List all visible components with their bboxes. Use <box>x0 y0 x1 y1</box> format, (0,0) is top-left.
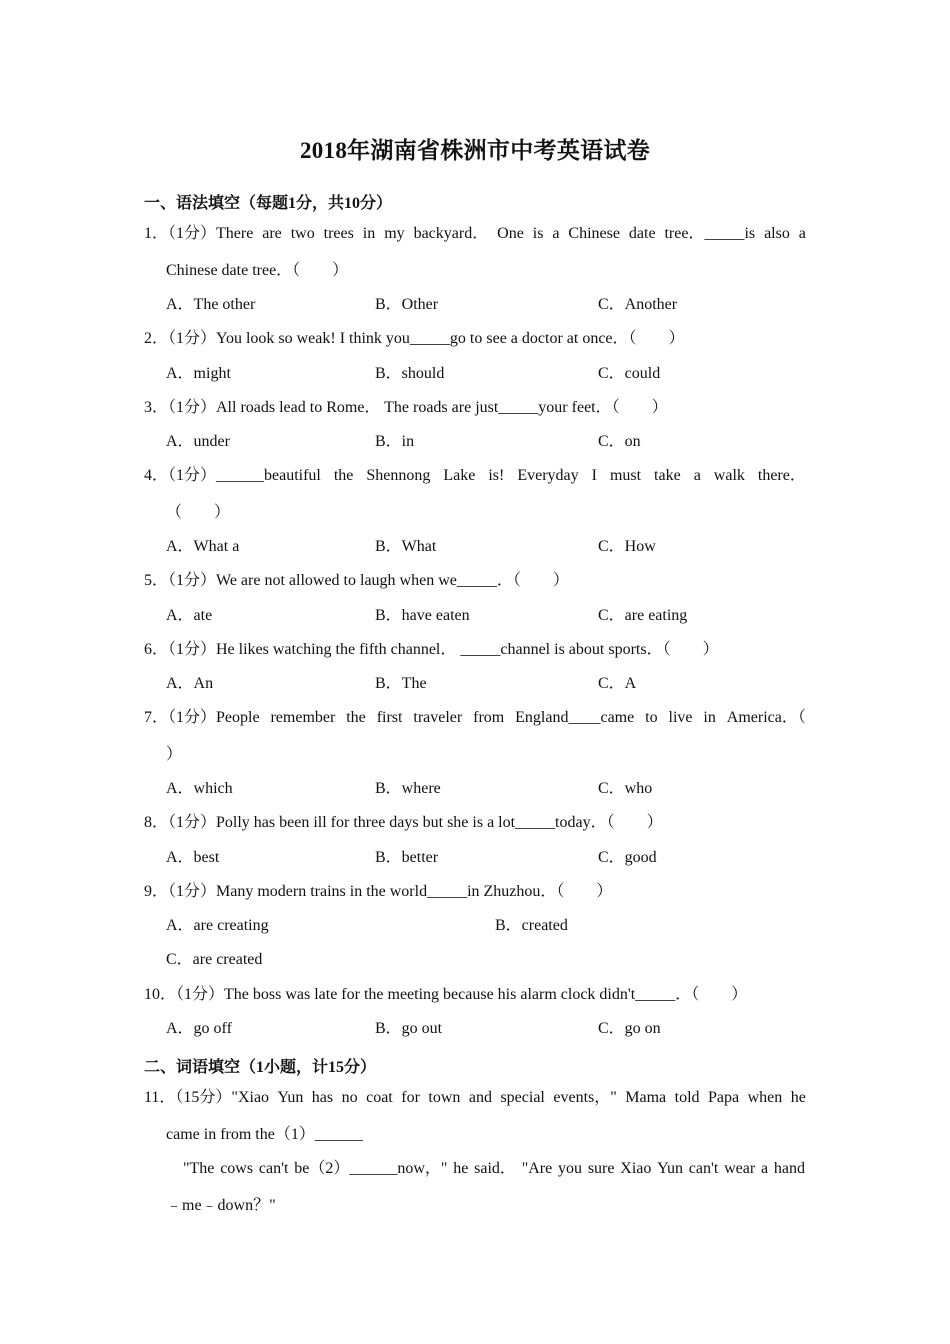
word: cows <box>220 1160 254 1177</box>
question-2-option-b: B．should <box>375 365 445 382</box>
question-2-option-a: A．might <box>166 365 231 382</box>
question-3-option-a: A．under <box>166 433 230 450</box>
word: backyard． <box>413 225 489 242</box>
question-1-line-2: Chinese date tree．（ ） <box>166 262 349 279</box>
word: Yun <box>277 1089 304 1106</box>
word: date <box>628 225 656 242</box>
question-7-option-a: A．which <box>166 780 233 797</box>
word: trees <box>323 225 354 242</box>
word: in <box>703 709 716 726</box>
question-4-option-c: C．How <box>598 538 656 555</box>
word: One <box>497 225 524 242</box>
question-8-stem: 8．（1分）Polly has been ill for three days but she is a lot_____today．（ ） <box>144 814 663 831</box>
word: be（2）______now，" <box>294 1160 448 1177</box>
word: no <box>341 1089 358 1106</box>
question-8-option-c: C．good <box>598 849 657 866</box>
question-5-option-c: C．are eating <box>598 607 688 624</box>
word: "Are <box>521 1160 553 1177</box>
question-9-stem: 9．（1分）Many modern trains in the world_____in Zhuzhou．（ ） <box>144 883 613 900</box>
question-3-stem: 3．（1分）All roads lead to Rome． The roads are just_____your feet．（ ） <box>144 399 668 416</box>
question-4-line-1 <box>144 466 806 486</box>
word: Xiao <box>620 1160 652 1177</box>
word: are <box>262 225 282 242</box>
word: must <box>609 467 642 484</box>
word: "The <box>183 1160 215 1177</box>
word: first <box>376 709 403 726</box>
word: Shennong <box>366 467 431 484</box>
section-heading-vocabulary: 二、词语填空（1小题，计15分） <box>144 1059 377 1076</box>
question-9-option-a: A．are creating <box>166 917 269 934</box>
question-6-option-a: A．An <box>166 675 214 692</box>
question-5-option-a: A．ate <box>166 607 213 624</box>
question-3-option-b: B．in <box>375 433 415 450</box>
word: a <box>798 225 806 242</box>
word: can't <box>258 1160 289 1177</box>
word: two <box>290 225 315 242</box>
word: Everyday <box>517 467 579 484</box>
question-9-option-b: B．created <box>495 917 568 934</box>
question-8-option-a: A．best <box>166 849 220 866</box>
question-11-line-4: ﹣me﹣down？" <box>166 1197 276 1214</box>
page-title: 2018年湖南省株洲市中考英语试卷 <box>299 138 651 163</box>
word: can't <box>688 1160 719 1177</box>
word: also <box>764 225 790 242</box>
section-heading-grammar: 一、语法填空（每题1分，共10分） <box>144 195 393 212</box>
word: take <box>654 467 681 484</box>
word: when <box>747 1089 783 1106</box>
word: Lake <box>443 467 476 484</box>
question-11-line-3 <box>183 1159 805 1179</box>
question-7-option-b: B．where <box>375 780 441 797</box>
question-7-option-c: C．who <box>598 780 653 797</box>
question-9-option-c: C．are created <box>166 951 263 968</box>
word: is! <box>488 467 505 484</box>
word: Yun <box>657 1160 683 1177</box>
question-5-stem: 5．（1分）We are not allowed to laugh when we_____．（ ） <box>144 572 569 589</box>
question-10-stem: 10．（1分）The boss was late for the meeting because his alarm clock didn't_____．（ ） <box>144 986 748 1003</box>
word: hand <box>773 1160 805 1177</box>
question-11-line-1 <box>144 1088 806 1108</box>
question-11-line-2: came in from the（1）______ <box>166 1126 363 1143</box>
question-6-option-c: C．A <box>598 675 637 692</box>
question-4-line-2: （ ） <box>166 504 231 521</box>
word: I <box>591 467 597 484</box>
word: 1．（1分）There <box>144 225 254 242</box>
word: there． <box>757 467 806 484</box>
question-10-option-a: A．go off <box>166 1020 232 1037</box>
word: tree．_____is <box>664 225 756 242</box>
question-2-option-c: C．could <box>598 365 661 382</box>
word: to <box>645 709 658 726</box>
question-10-option-c: C．go on <box>598 1020 661 1037</box>
question-1-option-a: A．The other <box>166 296 256 313</box>
word: he <box>453 1160 469 1177</box>
word: a <box>552 225 560 242</box>
word: traveler <box>413 709 463 726</box>
word: my <box>384 225 405 242</box>
word: events，" <box>553 1089 617 1106</box>
question-5-option-b: B．have eaten <box>375 607 470 624</box>
word: wear <box>724 1160 756 1177</box>
word: he <box>790 1089 806 1106</box>
word: 7．（1分）People <box>144 709 260 726</box>
question-10-option-b: B．go out <box>375 1020 443 1037</box>
word: in <box>362 225 376 242</box>
question-7-line-1 <box>144 708 806 728</box>
word: has <box>311 1089 334 1106</box>
word: the <box>346 709 366 726</box>
word: live <box>668 709 693 726</box>
question-6-stem: 6．（1分）He likes watching the fifth channel． _____channel is about sports．（ ） <box>144 641 719 658</box>
word: Papa <box>708 1089 740 1106</box>
word: is <box>532 225 544 242</box>
question-1-option-b: B．Other <box>375 296 439 313</box>
word: you <box>558 1160 583 1177</box>
question-2-stem: 2．（1分）You look so weak! I think you_____go to see a doctor at once．（ ） <box>144 330 685 347</box>
word: Mama <box>625 1089 667 1106</box>
word: walk <box>713 467 745 484</box>
question-1-line-1 <box>144 224 806 244</box>
word: 11．（15分）"Xiao <box>144 1089 270 1106</box>
word: from <box>473 709 505 726</box>
question-1-option-c: C．Another <box>598 296 678 313</box>
question-6-option-b: B．The <box>375 675 427 692</box>
question-8-option-b: B．better <box>375 849 439 866</box>
word: coat <box>366 1089 393 1106</box>
word: England____came <box>515 709 635 726</box>
question-4-option-b: B．What <box>375 538 437 555</box>
question-3-option-c: C．on <box>598 433 641 450</box>
word: told <box>674 1089 700 1106</box>
question-4-option-a: A．What a <box>166 538 240 555</box>
word: the <box>333 467 354 484</box>
word: a <box>760 1160 769 1177</box>
word: for <box>401 1089 420 1106</box>
word: said． <box>474 1160 516 1177</box>
word: America．（ <box>726 709 806 726</box>
word: and <box>468 1089 492 1106</box>
word: town <box>428 1089 461 1106</box>
word: special <box>500 1089 545 1106</box>
word: 4．（1分）______beautiful <box>144 467 321 484</box>
question-7-line-2: ） <box>166 746 183 763</box>
word: a <box>693 467 701 484</box>
word: Chinese <box>568 225 620 242</box>
word: sure <box>587 1160 615 1177</box>
word: remember <box>270 709 336 726</box>
